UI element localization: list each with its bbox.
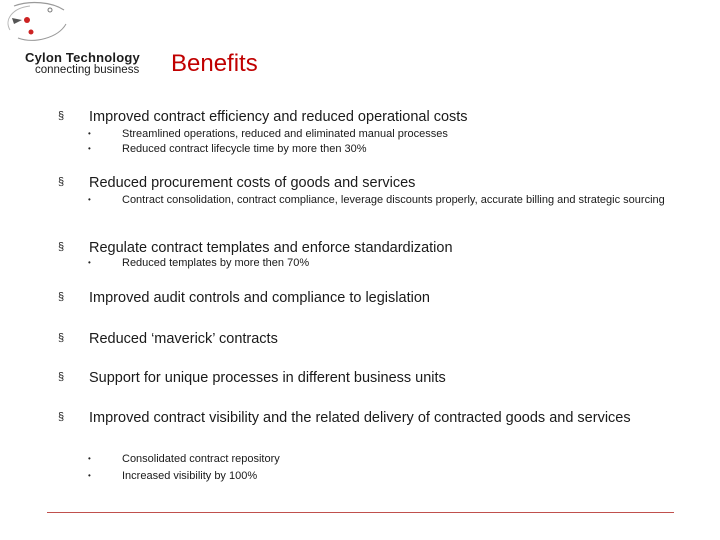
sub-item-text: Increased visibility by 100%: [122, 470, 258, 482]
sub-item-text: Consolidated contract repository: [122, 453, 280, 465]
item-text: Support for unique processes in different business units: [89, 370, 446, 386]
bullet-icon: §: [58, 241, 65, 253]
slide-title: Benefits: [171, 50, 258, 77]
company-name: Cylon Technology: [25, 50, 140, 65]
company-tagline: connecting business: [35, 64, 140, 76]
sub-item-text: Streamlined operations, reduced and eliminated manual processes: [122, 128, 448, 140]
item-text: Reduced procurement costs of goods and services: [89, 175, 416, 191]
item-text: Improved contract visibility and the related delivery of contracted goods and services: [89, 410, 631, 426]
footer-divider: [47, 512, 674, 513]
item-text: Reduced ‘maverick’ contracts: [89, 331, 278, 347]
logo: [0, 0, 160, 80]
sub-item-text: Contract consolidation, contract compliance, leverage discounts properly, accurate billing and strategic sourcing: [122, 194, 665, 206]
bullet-icon: §: [58, 332, 65, 344]
item-text: Regulate contract templates and enforce standardization: [89, 240, 453, 256]
bullet-icon: §: [58, 371, 65, 383]
bullet-icon: §: [58, 110, 65, 122]
item-text: Improved contract efficiency and reduced operational costs: [89, 109, 468, 125]
logo-swirl-icon: [0, 0, 80, 48]
sub-item-text: Reduced templates by more then 70%: [122, 257, 310, 269]
subbullet-icon: •: [88, 454, 91, 463]
item-text: Improved audit controls and compliance to legislation: [89, 290, 430, 306]
bullet-icon: §: [58, 176, 65, 188]
sub-item-text: Reduced contract lifecycle time by more then 30%: [122, 143, 367, 155]
subbullet-icon: •: [88, 471, 91, 480]
subbullet-icon: •: [88, 144, 91, 153]
subbullet-icon: •: [88, 258, 91, 267]
subbullet-icon: •: [88, 129, 91, 138]
subbullet-icon: •: [88, 195, 91, 204]
bullet-icon: §: [58, 291, 65, 303]
bullet-icon: §: [58, 411, 65, 423]
